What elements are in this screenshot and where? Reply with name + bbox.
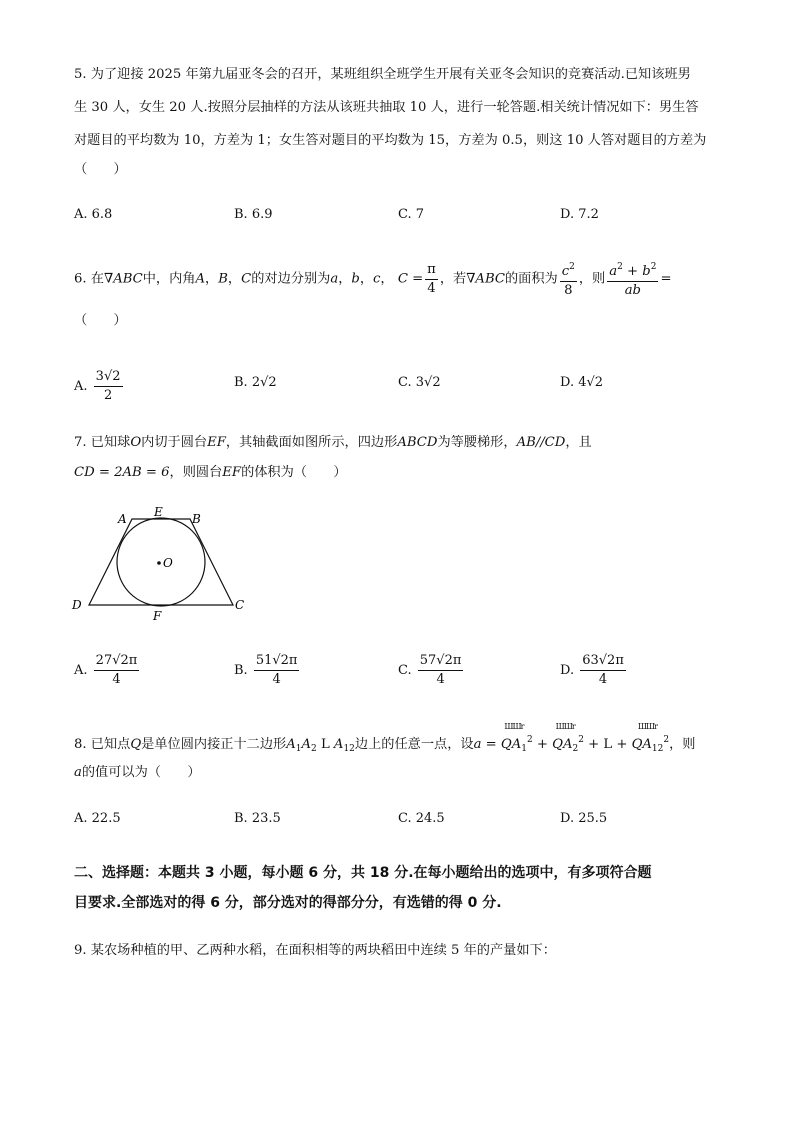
section-2-heading-line-2: 目要求.全部选对的得 6 分，部分选对的得部分分，有选错的得 0 分. [74,895,502,911]
q5-line-2: 生 30 人，女生 20 人.按照分层抽样的方法从该班共抽取 10 人，进行一轮答题.相关统计情况如下：男生答 [74,100,699,115]
q6-option-b: B. 2√2 [234,375,277,390]
q6-ratio-fraction: $\frac{a^2 + b^2}{ab}$ [607,258,658,300]
q5-paren: （ ） [74,162,127,177]
q8-line-2: a的值可以为（ ） [74,765,201,780]
q8-option-c: C. 24.5 [398,811,445,826]
q8-option-d: D. 25.5 [560,811,608,826]
vec-qa12: ШШr $QA_{12}$ [631,722,664,754]
trapezoid-abcd [89,519,233,605]
label-c: C [235,598,245,612]
q6-option-a: A. $\frac{3√2}{2}$ [74,369,121,403]
label-a: A [118,512,127,526]
section-2-heading-line-1: 二、选择题：本题共 3 小题，每小题 6 分，共 18 分.在每小题给出的选项中，有多项符合题 [74,865,652,881]
q5-option-b: B. 6.9 [234,207,273,222]
q8-option-a: A. 22.5 [74,811,121,826]
vec-qa1: ШШr $QA_1$ [500,722,527,754]
q6-pi-over-4: $\frac{\pi}{4}$ [427,261,436,296]
q6-paren: （ ） [74,313,127,328]
q7-line-2: CD = 2AB = 6，则圆台EF的体积为（ ） [74,465,347,480]
q6-option-c: C. 3√2 [398,375,441,390]
inscribed-circle [117,518,205,606]
q5-line-3: 对题目的平均数为 10，方差为 1；女生答对题目的平均数为 15，方差为 0.5，则这 10 人答对题目的方差为 [74,133,707,148]
q7-line-1: 7. 已知球O内切于圆台EF，其轴截面如图所示，四边形ABCD为等腰梯形，AB//CD，且 [74,435,592,450]
q7-option-d: D. $\frac{63√2\pi}{4}$ [560,653,624,687]
q8-line-1: 8. 已知点Q是单位圆内接正十二边形$A_1A_2$ L $A_{12}$边上的任意一点，设a = ШШr $QA_1^2$ + ШШr $QA_2^2 + L$ + ШШr $QA_{12}^2$，则 [74,730,695,759]
q5-option-d: D. 7.2 [560,207,599,222]
q6-stem: 6. 在∇ABC中，内角A，B，C的对边分别为a，b，c， C = $\frac{\pi}{4}$ ，若∇ABC的面积为 $\frac{c^2}{8}$ ，则 $\frac{a^2 + b^2}{ab}$ = [74,258,672,300]
center-point-o [157,561,161,565]
q6-option-d: D. 4√2 [560,375,604,390]
q9-line-1: 9. 某农场种植的甲、乙两种水稻，在面积相等的两块稻田中连续 5 年的产量如下： [74,943,556,958]
label-d: D [72,598,82,612]
label-e: E [154,505,163,519]
label-f: F [153,609,162,623]
q5-option-a: A. 6.8 [74,207,113,222]
q8-option-b: B. 23.5 [234,811,281,826]
q7-option-b: B. $\frac{51√2\pi}{4}$ [234,653,298,687]
q5-option-c: C. 7 [398,207,425,222]
q7-option-a: A. $\frac{27√2\pi}{4}$ [74,653,138,687]
q6-area-fraction: $\frac{c^2}{8}$ [560,258,577,300]
q7-figure [66,502,256,626]
q7-option-c: C. $\frac{57√2\pi}{4}$ [398,653,462,687]
label-b: B [192,512,201,526]
vec-qa2: ШШr $QA_2$ [552,722,579,754]
q5-line-1: 5. 为了迎接 2025 年第九届亚冬会的召开，某班组织全班学生开展有关亚冬会知识的竞赛活动.已知该班男 [74,67,691,82]
label-o: O [163,556,173,570]
